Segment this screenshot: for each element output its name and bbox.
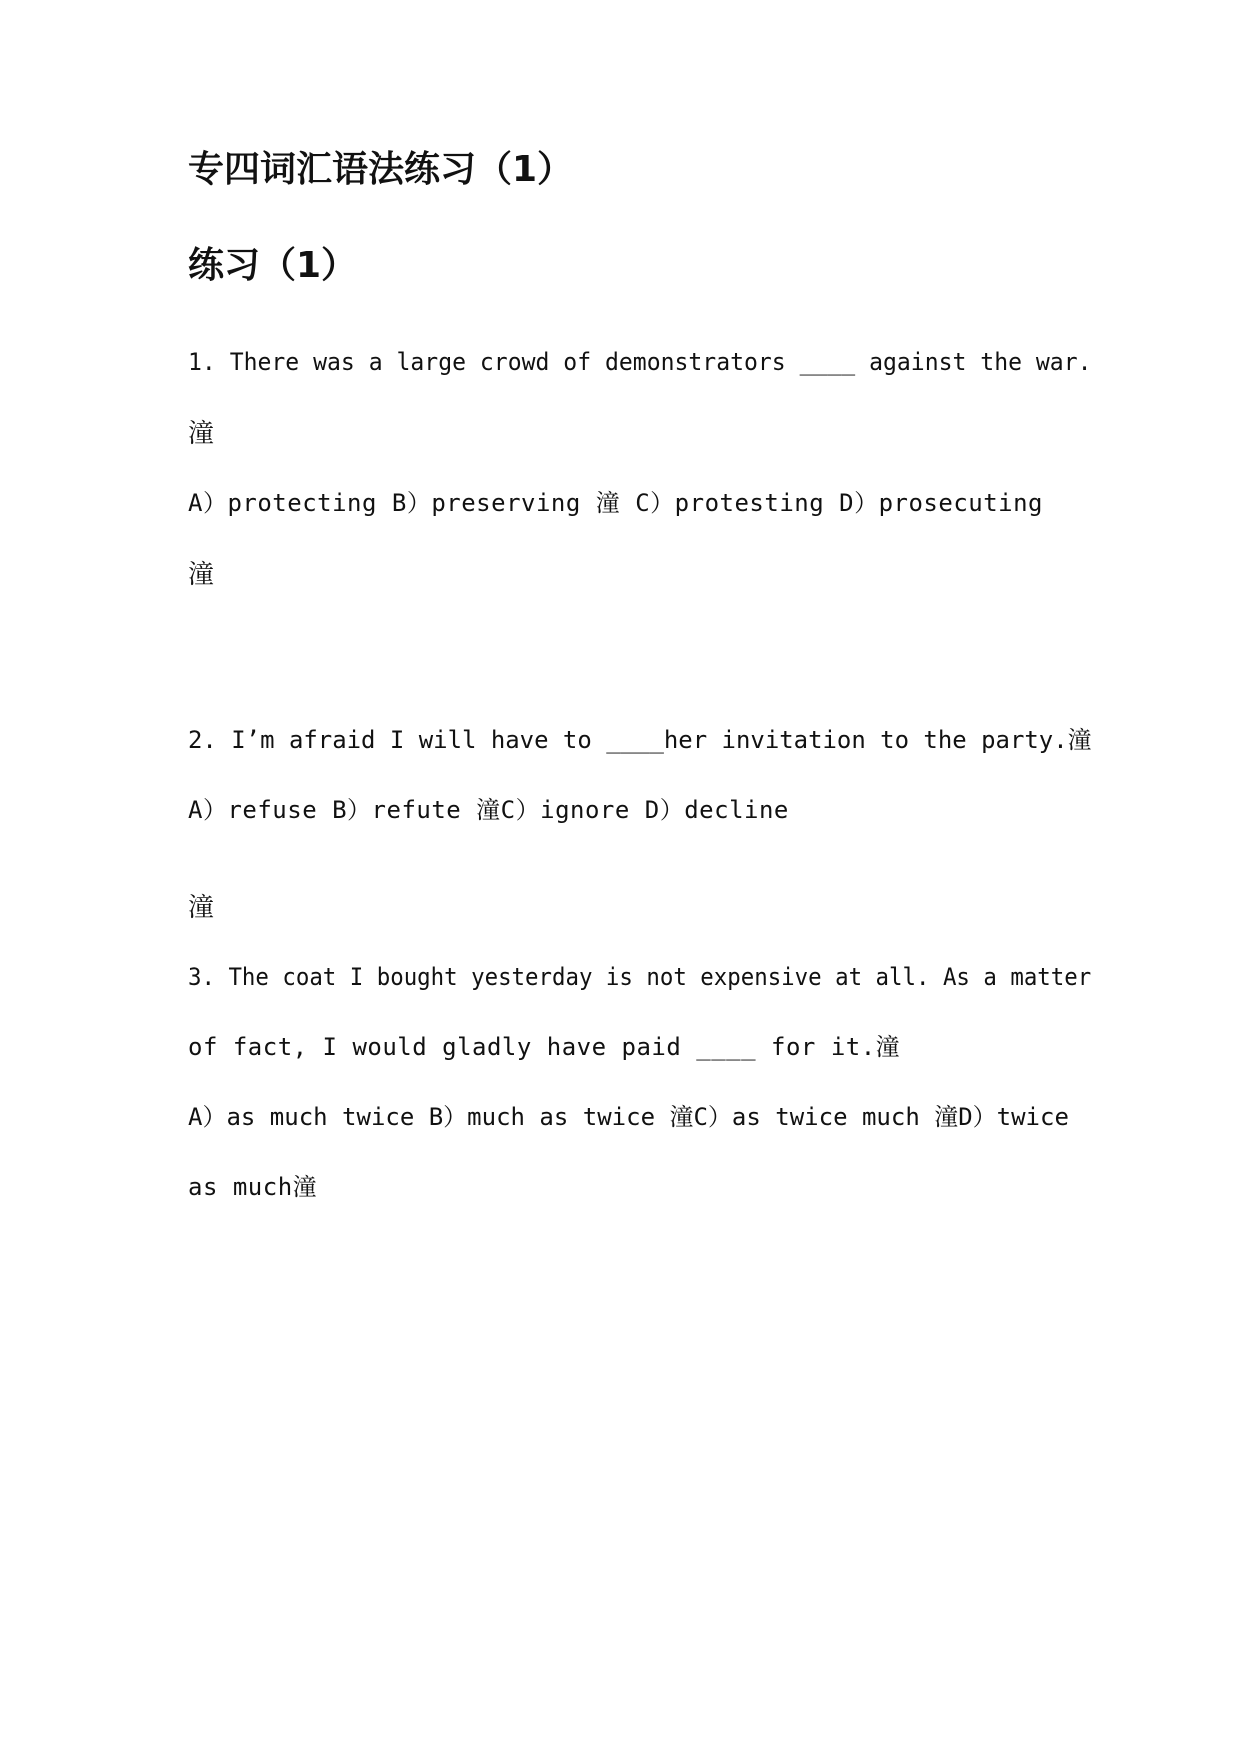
question-2-options: A）refuse B）refute 潼C）ignore D）decline: [188, 796, 789, 824]
question-1-stem: 1. There was a large crowd of demonstrators ____ against the war.: [188, 348, 1092, 376]
question-2-options-mark: 潼: [188, 893, 215, 923]
question-1-options-mark: 潼: [188, 560, 215, 590]
question-2-stem: 2. I’m afraid I will have to ____her invitation to the party.潼: [188, 726, 1092, 754]
question-3-options-line-1: A）as much twice B）much as twice 潼C）as twice much 潼D）twice: [188, 1103, 1069, 1131]
question-3-stem-line-2: of fact, I would gladly have paid ____ for it.潼: [188, 1033, 901, 1061]
question-1-options: A）protecting B）preserving 潼 C）protesting D）prosecuting: [188, 489, 1044, 517]
section-heading: 练习（1）: [188, 245, 358, 286]
question-1-stem-mark: 潼: [188, 419, 215, 449]
document-title: 专四词汇语法练习（1）: [188, 149, 574, 190]
question-3-stem-line-1: 3. The coat I bought yesterday is not expensive at all. As a matter: [188, 963, 1092, 991]
question-3-options-line-2: as much潼: [188, 1173, 318, 1201]
